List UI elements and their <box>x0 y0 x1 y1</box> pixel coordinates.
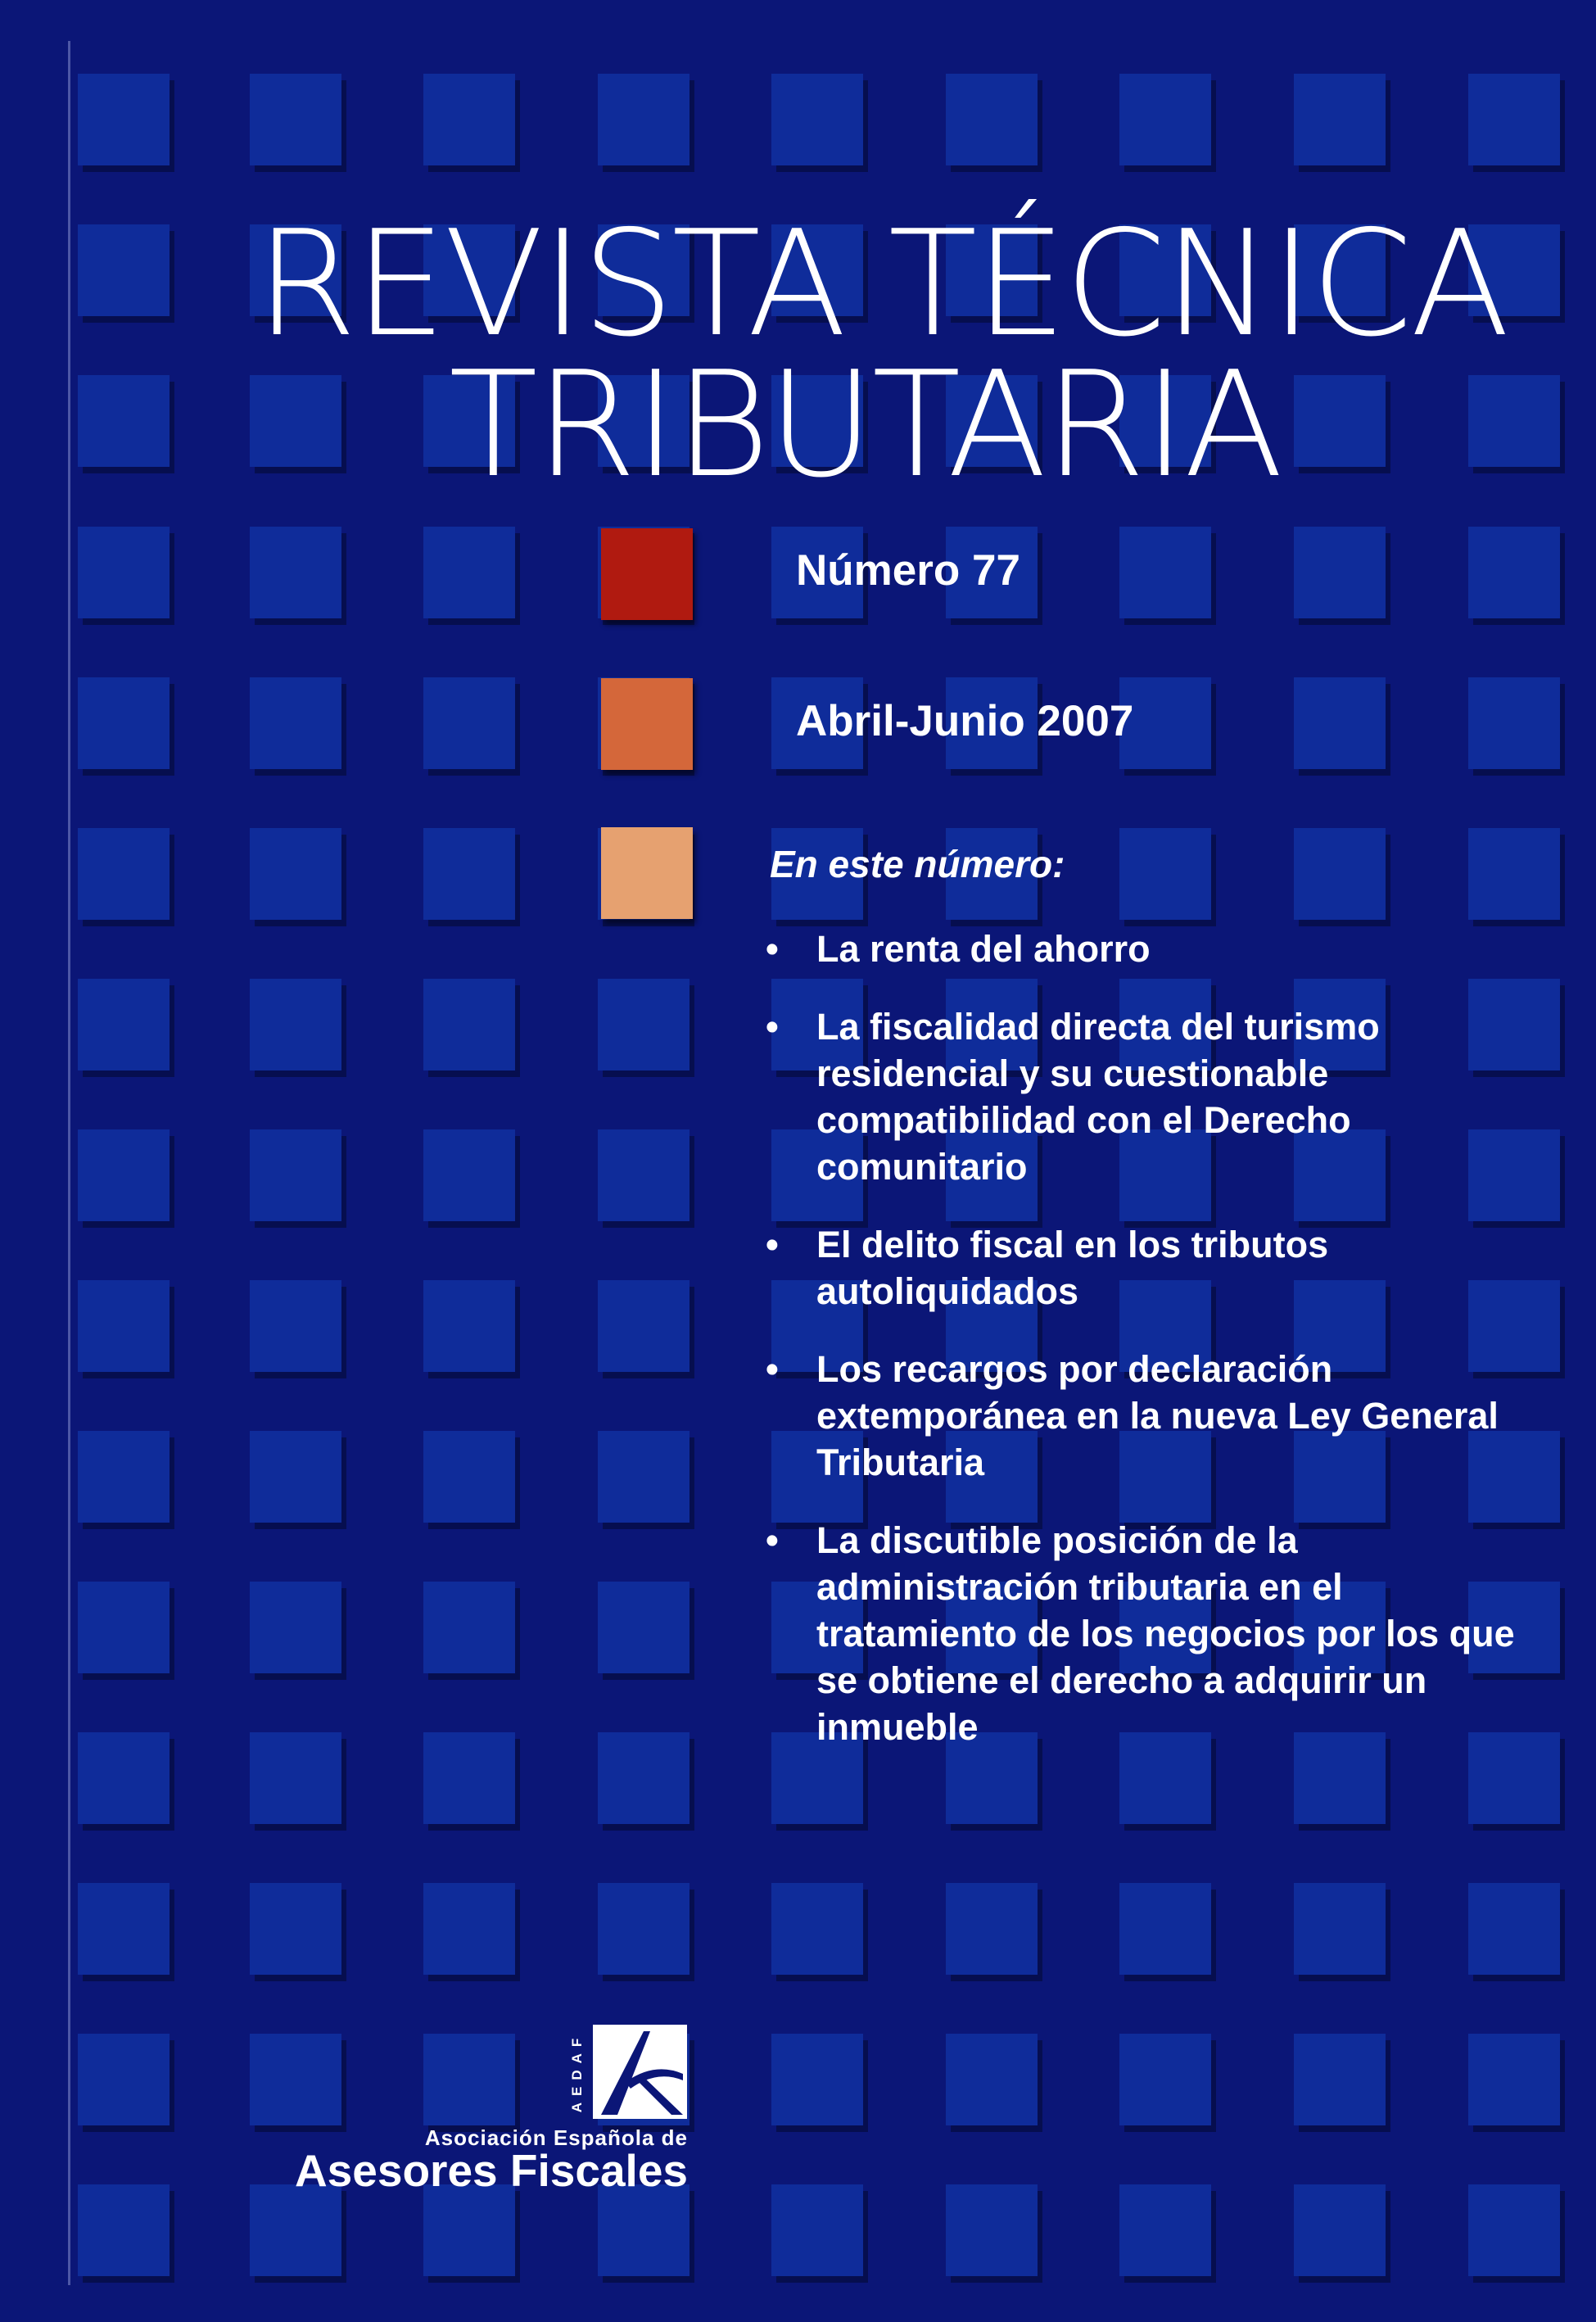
background-tile <box>1468 2034 1560 2125</box>
background-tile <box>1294 2184 1386 2276</box>
background-tile <box>423 1582 515 1673</box>
association-name-small: Asociación Española de <box>424 2125 688 2150</box>
background-tile <box>250 1582 341 1673</box>
background-tile <box>250 828 341 920</box>
article-item <box>766 926 1519 972</box>
background-tile <box>946 74 1038 165</box>
background-tile <box>598 1129 689 1221</box>
bullet-icon: • <box>766 1348 779 1390</box>
background-tile <box>771 2184 863 2276</box>
aedaf-acronym <box>565 2023 590 2121</box>
background-tile <box>946 2034 1038 2125</box>
issue-period: Abril-Junio 2007 <box>796 697 1134 745</box>
background-tile <box>1468 1883 1560 1975</box>
background-tile <box>598 1732 689 1824</box>
background-tile <box>250 979 341 1070</box>
article-title: El delito fiscal en los tributos autoliquidados <box>816 1224 1329 1312</box>
background-tile <box>423 2184 515 2276</box>
background-tile <box>78 375 170 467</box>
background-tile <box>1119 1883 1211 1975</box>
background-tile <box>598 2184 689 2276</box>
peach-square <box>601 827 693 919</box>
red-square <box>601 528 693 620</box>
magazine-title-line1: REVISTA TÉCNICA <box>255 199 1508 369</box>
background-tile <box>78 2184 170 2276</box>
background-tile <box>78 1129 170 1221</box>
background-tile <box>1468 74 1560 165</box>
background-tile <box>78 979 170 1070</box>
background-tile <box>250 677 341 769</box>
background-tile <box>598 74 689 165</box>
background-tile <box>78 1280 170 1372</box>
background-tile <box>78 527 170 618</box>
article-title: La fiscalidad directa del turismo residencial y su cuestionable compatibilidad con el Derecho comunitario <box>816 1006 1380 1188</box>
background-tile <box>250 1883 341 1975</box>
background-tile <box>78 224 170 316</box>
background-tile <box>250 527 341 618</box>
background-tile <box>771 74 863 165</box>
background-tile <box>1294 74 1386 165</box>
background-tile <box>423 1732 515 1824</box>
background-tile <box>598 1582 689 1673</box>
article-item <box>766 1221 1519 1315</box>
bullet-icon: • <box>766 1006 779 1048</box>
background-tile <box>250 74 341 165</box>
article-item <box>766 1003 1519 1190</box>
background-tile <box>423 1431 515 1523</box>
article-item <box>766 1517 1519 1750</box>
article-title: La renta del ahorro <box>816 928 1151 970</box>
background-tile <box>423 979 515 1070</box>
background-tile <box>598 1883 689 1975</box>
background-tile <box>1119 2184 1211 2276</box>
background-tile <box>1294 1883 1386 1975</box>
background-tile <box>250 1431 341 1523</box>
background-tile <box>250 2184 341 2276</box>
background-tile <box>423 527 515 618</box>
background-tile <box>78 1431 170 1523</box>
orange-square <box>601 678 693 770</box>
background-tile <box>78 1732 170 1824</box>
background-tile <box>771 2034 863 2125</box>
background-tile <box>423 1280 515 1372</box>
background-tile <box>1294 828 1386 920</box>
background-tile <box>1294 677 1386 769</box>
background-tile <box>78 2034 170 2125</box>
background-tile <box>1468 828 1560 920</box>
background-tile <box>1119 2034 1211 2125</box>
background-tile <box>1468 2184 1560 2276</box>
background-tile <box>78 1883 170 1975</box>
background-tile <box>250 2034 341 2125</box>
background-tile <box>423 1129 515 1221</box>
background-tile <box>1468 677 1560 769</box>
issue-number: Número 77 <box>796 546 1020 595</box>
bullet-icon: • <box>766 1224 779 1265</box>
background-tile <box>78 74 170 165</box>
background-tile <box>1294 2034 1386 2125</box>
background-tile <box>771 1883 863 1975</box>
spine-line <box>68 41 70 2285</box>
background-tile <box>250 1129 341 1221</box>
article-list <box>766 926 1519 1781</box>
background-tile <box>250 1280 341 1372</box>
background-tile <box>1119 74 1211 165</box>
background-tile <box>423 677 515 769</box>
background-tile <box>78 677 170 769</box>
background-tile <box>78 828 170 920</box>
background-tile <box>78 1582 170 1673</box>
background-tile <box>1119 527 1211 618</box>
background-tile <box>423 828 515 920</box>
article-item <box>766 1346 1519 1486</box>
background-tile <box>250 375 341 467</box>
background-tile <box>1119 828 1211 920</box>
article-title: Los recargos por declaración extemporánea en la nueva Ley General Tributaria <box>816 1348 1499 1483</box>
background-tile <box>598 1280 689 1372</box>
bullet-icon: • <box>766 1519 779 1561</box>
background-tile <box>423 1883 515 1975</box>
background-tile <box>946 2184 1038 2276</box>
magazine-title-line2: TRIBUTARIA <box>449 340 1282 509</box>
background-tile <box>946 1883 1038 1975</box>
background-tile <box>423 74 515 165</box>
background-tile <box>1294 527 1386 618</box>
background-tile <box>250 1732 341 1824</box>
background-tile <box>598 979 689 1070</box>
in-this-issue-label: En este número: <box>770 843 1065 885</box>
association-name-large: Asesores Fiscales <box>294 2145 688 2196</box>
bullet-icon: • <box>766 928 779 970</box>
background-tile <box>423 2034 515 2125</box>
aedaf-logo-icon <box>593 2025 687 2119</box>
aedaf-acronym-text: AEDAF <box>569 2031 585 2113</box>
article-title: La discutible posición de la administración tributaria en el tratamiento de los negocios por los que se obtiene el derecho a adquirir un inmueble <box>816 1519 1515 1748</box>
background-tile <box>1468 527 1560 618</box>
background-tile <box>598 1431 689 1523</box>
